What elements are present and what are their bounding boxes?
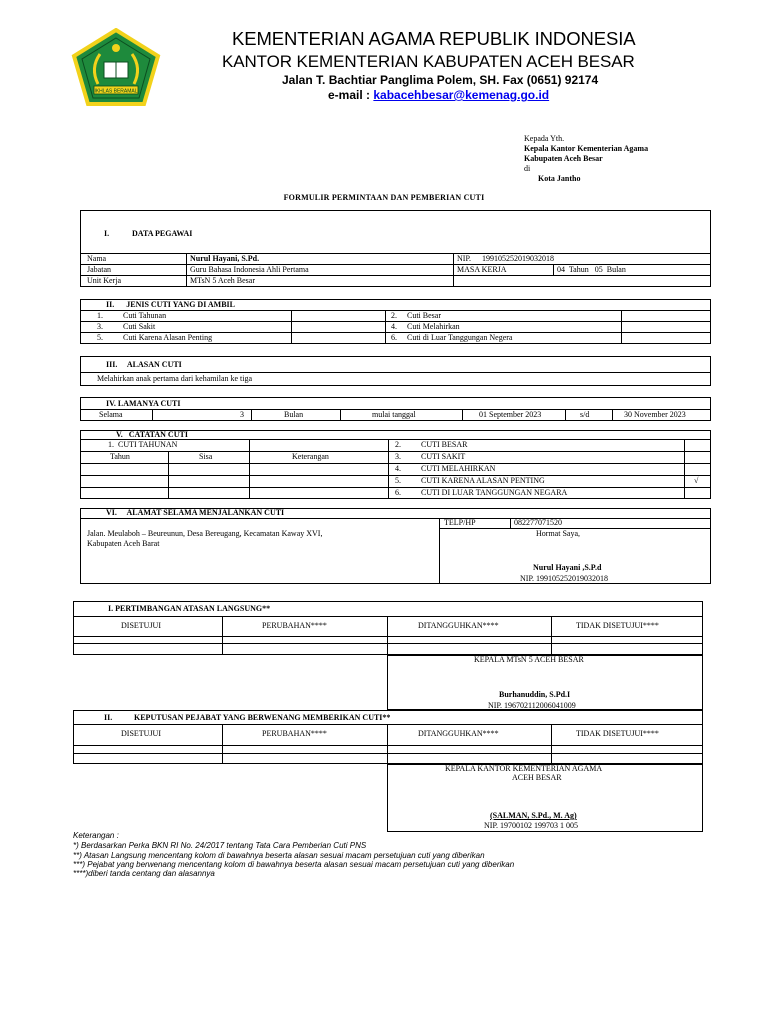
col-tidak-disetujui: TIDAK DISETUJUI**** xyxy=(576,621,659,630)
jenis-cuti-melahirkan: Cuti Melahirkan xyxy=(407,322,460,331)
start-date: 01 September 2023 xyxy=(479,410,542,419)
col-ditangguhkan: DITANGGUHKAN**** xyxy=(418,621,499,630)
nip-label: NIP. xyxy=(457,254,472,263)
nip-value: 199105252019032018 xyxy=(482,254,554,263)
section7-title: I. PERTIMBANGAN ATASAN LANGSUNG** xyxy=(108,604,271,613)
kemenag-logo xyxy=(70,28,162,106)
office-name: KANTOR KEMENTERIAN KABUPATEN ACEH BESAR xyxy=(222,52,635,71)
applicant-nip: NIP. 199105252019032018 xyxy=(520,574,609,583)
atasan-nip: NIP. 196702112006041009 xyxy=(488,701,576,710)
jenis-item-number: 1. xyxy=(97,311,103,320)
selama-label: Selama xyxy=(99,410,123,419)
jenis-cuti-alasan-penting: Cuti Karena Alasan Penting xyxy=(123,333,213,342)
section1-title: DATA PEGAWAI xyxy=(132,229,193,238)
col-ditangguhkan: DITANGGUHKAN**** xyxy=(418,729,499,738)
col-sisa: Sisa xyxy=(199,452,213,461)
jenis-item-number: 2. xyxy=(391,311,397,320)
col-perubahan: PERUBAHAN**** xyxy=(262,621,327,630)
col-tahun: Tahun xyxy=(110,452,130,461)
jenis-cuti-sakit: Cuti Sakit xyxy=(123,322,156,331)
svg-text:IKHLAS BERAMAL: IKHLAS BERAMAL xyxy=(94,88,138,95)
catatan-cuti-besar: CUTI BESAR xyxy=(421,440,468,449)
atasan-position: KEPALA MTsN 5 ACEH BESAR xyxy=(474,655,584,664)
section8-title: KEPUTUSAN PEJABAT YANG BERWENANG MEMBERIKAN CUTI** xyxy=(134,713,391,722)
pejabat-nip: NIP. 19700102 199703 1 005 xyxy=(484,821,579,830)
section-alamat-cuti xyxy=(80,508,711,584)
masa-kerja-value: 04 Tahun 05 Bulan xyxy=(557,265,626,274)
col-perubahan: PERUBAHAN**** xyxy=(262,729,327,738)
catatan-cuti-alasan-penting: CUTI KARENA ALASAN PENTING xyxy=(421,476,545,485)
catatan-item-number: 6. xyxy=(395,488,401,497)
jabatan-value: Guru Bahasa Indonesia Ahli Pertama xyxy=(190,265,309,274)
section4-title: IV. LAMANYA CUTI xyxy=(106,399,181,408)
jenis-cuti-besar: Cuti Besar xyxy=(407,311,441,320)
alamat-line1: Jalan. Meulaboh – Beureunun, Desa Bereugang, Kecamatan Kaway XVI, xyxy=(87,529,323,538)
masa-kerja-label: MASA KERJA xyxy=(457,265,507,274)
alasan-text: Melahirkan anak pertama dari kehamilan ke tiga xyxy=(97,374,253,383)
pejabat-position-line1: KEPALA KANTOR KEMENTERIAN AGAMA xyxy=(445,764,603,773)
jabatan-label: Jabatan xyxy=(87,265,111,274)
note-line: ***) Pejabat yang berwenang mencentang kolom di bawahnya beserta alasan sesuai macam persetujuan cuti yang diberikan xyxy=(73,860,515,869)
notes-heading: Keterangan : xyxy=(73,831,119,840)
telp-value: 082277071520 xyxy=(514,518,562,527)
duration-unit: Bulan xyxy=(284,410,304,419)
section1-number: I. xyxy=(104,229,110,238)
catatan-cuti-luar-tanggungan: CUTI DI LUAR TANGGUNGAN NEGARA xyxy=(421,488,568,497)
nama-label: Nama xyxy=(87,254,107,263)
recipient-city: Kota Jantho xyxy=(538,174,581,183)
catatan-cuti-sakit: CUTI SAKIT xyxy=(421,452,466,461)
catatan-tahunan-label: 1. CUTI TAHUNAN xyxy=(108,440,178,449)
mulai-tanggal-label: mulai tanggal xyxy=(372,410,416,419)
section3-title: III. ALASAN CUTI xyxy=(106,360,182,369)
email-label: e-mail : xyxy=(328,88,374,102)
jenis-item-number: 4. xyxy=(391,322,397,331)
section5-title: V. CATATAN CUTI xyxy=(116,430,188,439)
jenis-cuti-tahunan: Cuti Tahunan xyxy=(123,311,167,320)
atasan-name: Burhanuddin, S.Pd.I xyxy=(499,690,571,699)
recipient-regency: Kabupaten Aceh Besar xyxy=(524,154,603,163)
catatan-cuti-melahirkan: CUTI MELAHIRKAN xyxy=(421,464,496,473)
alamat-line2: Kabupaten Aceh Barat xyxy=(87,539,160,548)
office-email-line xyxy=(328,88,549,102)
catatan-item-number: 2. xyxy=(395,440,401,449)
recipient-di: di xyxy=(524,164,531,173)
applicant-signature-name: Nurul Hayani ,S.P.d xyxy=(533,563,602,572)
col-keterangan: Keterangan xyxy=(292,452,329,461)
office-address: Jalan T. Bachtiar Panglima Polem, SH. Fax (0651) 92174 xyxy=(282,73,599,87)
unit-kerja-label: Unit Kerja xyxy=(87,276,121,285)
note-line: *) Berdasarkan Perka BKN RI No. 24/2017 tentang Tata Cara Pemberian Cuti PNS xyxy=(73,841,367,850)
end-date: 30 November 2023 xyxy=(624,410,686,419)
note-line: **) Atasan Langsung mencentang kolom di bawahnya beserta alasan sesuai macam persetujuan cuti yang diberikan xyxy=(73,851,485,860)
jenis-item-number: 5. xyxy=(97,333,103,342)
pejabat-position-line2: ACEH BESAR xyxy=(512,773,562,782)
hormat-saya: Hormat Saya, xyxy=(536,529,580,538)
ministry-name: KEMENTERIAN AGAMA REPUBLIK INDONESIA xyxy=(232,28,636,49)
jenis-cuti-luar-tanggungan: Cuti di Luar Tanggungan Negera xyxy=(407,333,513,342)
jenis-item-number: 3. xyxy=(97,322,103,331)
recipient-greeting: Kepada Yth. xyxy=(524,134,565,143)
form-title: FORMULIR PERMINTAAN DAN PEMBERIAN CUTI xyxy=(283,193,485,202)
recipient-title: Kepala Kantor Kementerian Agama xyxy=(524,144,649,153)
check-mark: √ xyxy=(694,476,699,485)
section6-title: VI. ALAMAT SELAMA MENJALANKAN CUTI xyxy=(106,508,285,517)
email-link[interactable]: kabacehbesar@kemenag.go.id xyxy=(373,88,550,102)
duration-value: 3 xyxy=(240,410,244,419)
note-line: ****)diberi tanda centang dan alasannya xyxy=(73,869,215,878)
telp-label: TELP/HP xyxy=(444,518,476,527)
section2-title: II. JENIS CUTI YANG DI AMBIL xyxy=(106,300,235,309)
col-disetujui: DISETUJUI xyxy=(121,729,161,738)
col-tidak-disetujui: TIDAK DISETUJUI**** xyxy=(576,729,659,738)
catatan-item-number: 4. xyxy=(395,464,401,473)
jenis-item-number: 6. xyxy=(391,333,397,342)
col-disetujui: DISETUJUI xyxy=(121,621,161,630)
section8-number: II. xyxy=(104,713,113,722)
catatan-item-number: 3. xyxy=(395,452,401,461)
sd-label: s/d xyxy=(580,410,590,419)
unit-kerja-value: MTsN 5 Aceh Besar xyxy=(190,276,255,285)
catatan-item-number: 5. xyxy=(395,476,401,485)
pejabat-name: (SALMAN, S.Pd., M. Ag) xyxy=(490,811,577,820)
nama-value: Nurul Hayani, S.Pd. xyxy=(190,254,260,263)
